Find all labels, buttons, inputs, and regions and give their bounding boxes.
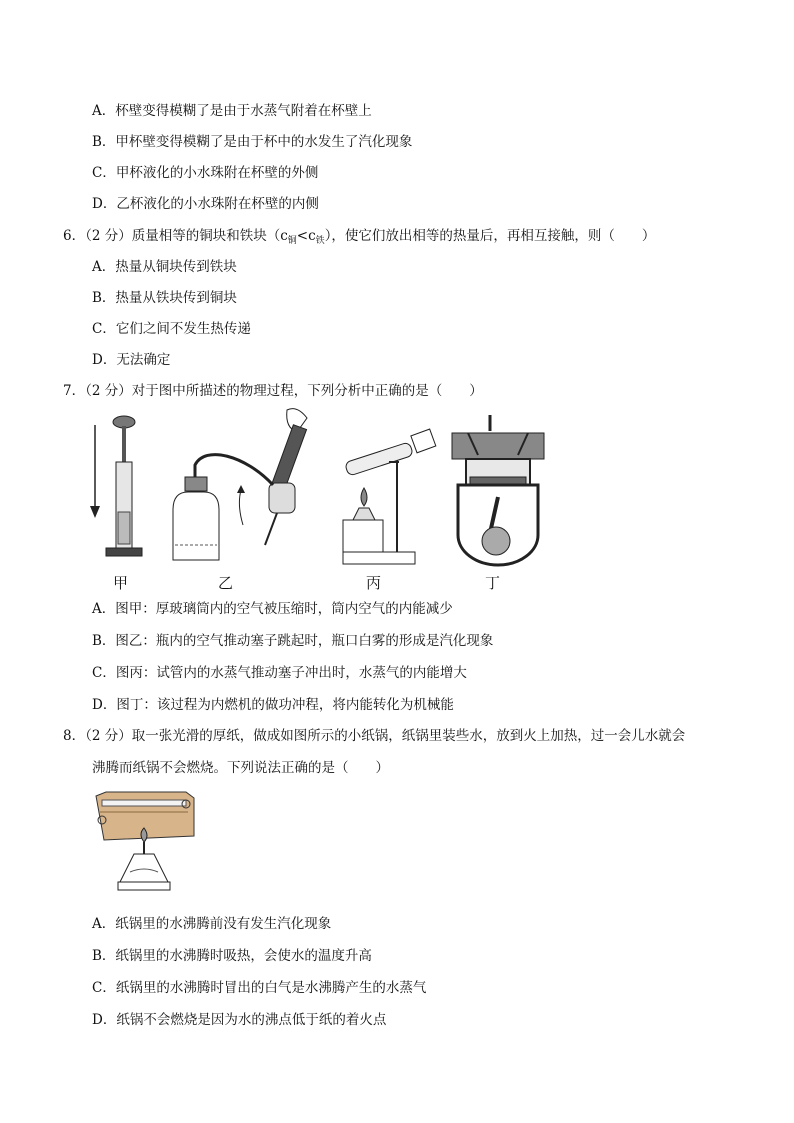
q7-option-c: C．图丙：试管内的水蒸气推动塞子冲出时，水蒸气的内能增大 [92,665,467,681]
figure-jia-compression-cylinder [85,410,145,570]
q5-option-b: B．甲杯壁变得模糊了是由于杯中的水发生了汽化现象 [92,134,413,150]
q5-option-a: A．杯壁变得模糊了是由于水蒸气附着在杯壁上 [92,103,372,119]
q6-sub-copper: 铜 [287,236,297,246]
q7-option-a: A．图甲：厚玻璃筒内的空气被压缩时，筒内空气的内能减少 [92,601,453,617]
q8-stem-line2: 沸腾而纸锅不会燃烧。下列说法正确的是（ ） [92,760,389,776]
q8-option-c: C．纸锅里的水沸腾时冒出的白气是水沸腾产生的水蒸气 [92,980,427,996]
q6-option-c: C．它们之间不发生热传递 [92,321,251,337]
figure-yi-bottle-pump [165,405,325,570]
q8-option-a: A．纸锅里的水沸腾前没有发生汽化现象 [92,916,332,932]
q6-stem-part-b: <c [296,228,316,244]
caption-jia: 甲 [113,574,129,592]
q6-stem-part-c: ），使它们放出相等的热量后，再相互接触，则（ ） [324,228,656,244]
caption-yi: 乙 [218,574,234,592]
q6-option-d: D．无法确定 [92,352,171,368]
q7-stem: 7．（2 分）对于图中所描述的物理过程，下列分析中正确的是（ ） [63,383,483,399]
q6-stem [63,227,655,247]
q5-option-d: D．乙杯液化的小水珠附在杯壁的内侧 [92,196,319,212]
q7-option-b: B．图乙：瓶内的空气推动塞子跳起时，瓶口白雾的形成是汽化现象 [92,633,494,649]
q6-option-a: A．热量从铜块传到铁块 [92,259,237,275]
caption-ding: 丁 [485,574,501,592]
q6-sub-iron: 铁 [315,236,325,246]
q8-stem-line1: 8．（2 分）取一张光滑的厚纸，做成如图所示的小纸锅，纸锅里装些水，放到火上加热，过一会儿水就会 [63,728,686,744]
q6-option-b: B．热量从铁块传到铜块 [92,290,237,306]
q8-option-b: B．纸锅里的水沸腾时吸热，会使水的温度升高 [92,948,372,964]
q5-option-c: C．甲杯液化的小水珠附在杯壁的外侧 [92,165,319,181]
q6-stem-part-a: 6．（2 分）质量相等的铜块和铁块（c [63,228,288,244]
caption-bing: 丙 [366,574,382,592]
q8-option-d: D．纸锅不会燃烧是因为水的沸点低于纸的着火点 [92,1012,387,1028]
figure-ding-engine [448,415,548,570]
figure-bing-test-tube [335,440,445,570]
q7-option-d: D．图丁：该过程为内燃机的做功冲程，将内能转化为机械能 [92,697,454,713]
figure-paper-pot [92,790,197,900]
